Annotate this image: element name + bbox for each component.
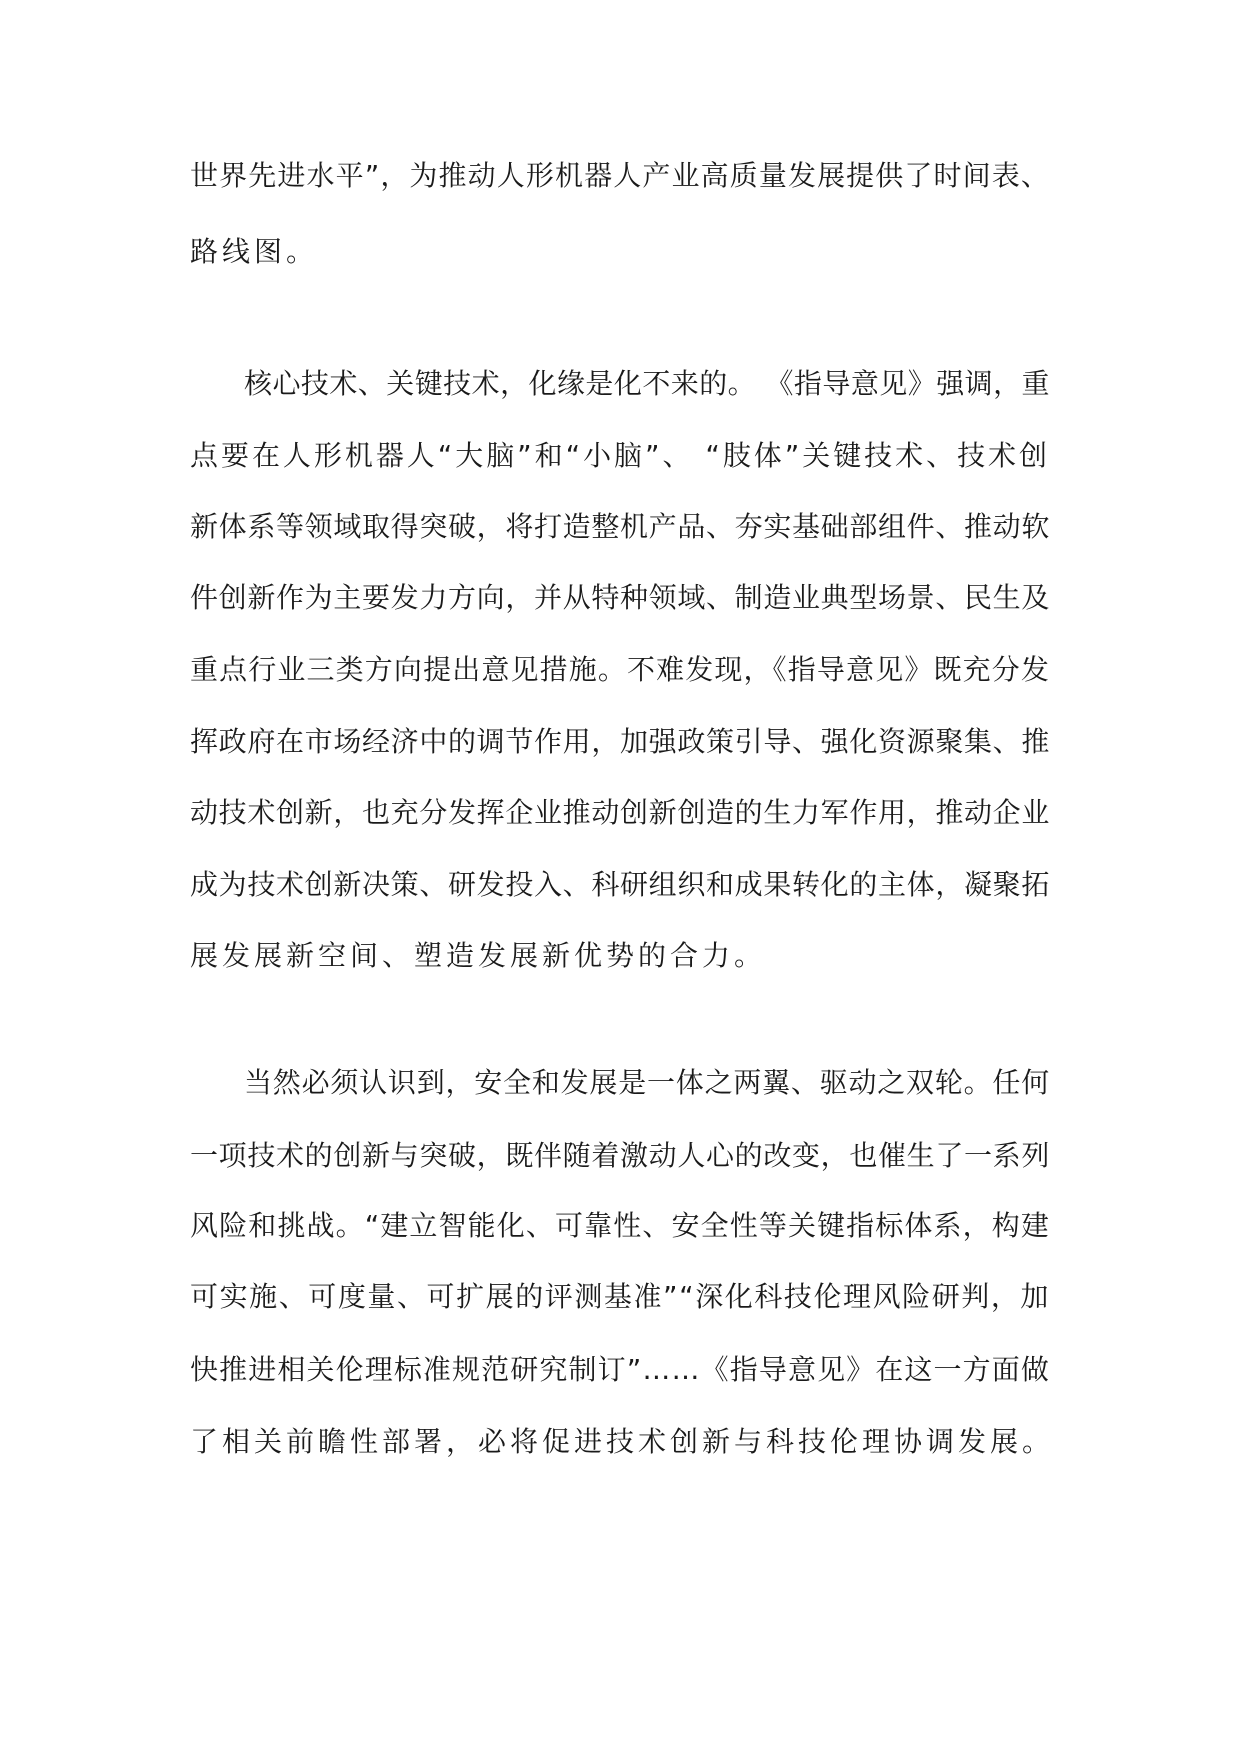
line-text: 件创新作为主要发力方向，并从特种领域、制造业典型场景、民生及 (190, 581, 1050, 614)
line-text: 世界先进水平”，为推动人形机器人产业高质量发展提供了时间表、 (190, 159, 1050, 192)
paragraph-1-line-1 (0, 156, 1240, 196)
paragraph-1-line-2 (0, 232, 1240, 272)
line-text: 路线图。 (190, 235, 319, 268)
line-text: 重点行业三类方向提出意见措施。不难发现，《指导意见》既充分发 (190, 653, 1050, 686)
line-text: 动技术创新，也充分发挥企业推动创新创造的生力军作用，推动企业 (190, 796, 1050, 829)
paragraph-3-line-5 (0, 1350, 1240, 1390)
paragraph-2-line-7 (0, 793, 1240, 833)
paragraph-3-line-3 (0, 1206, 1240, 1246)
paragraph-3-line-1 (0, 1063, 1240, 1103)
line-text: 快推进相关伦理标准规范研究制订”……《指导意见》在这一方面做 (190, 1353, 1050, 1386)
paragraph-3-line-2 (0, 1136, 1240, 1176)
line-text: 挥政府在市场经济中的调节作用，加强政策引导、强化资源聚集、推 (190, 725, 1050, 758)
paragraph-2-line-8 (0, 865, 1240, 905)
line-text: 新体系等领域取得突破，将打造整机产品、夯实基础部组件、推动软 (190, 510, 1050, 543)
paragraph-2-line-5 (0, 650, 1240, 690)
line-text: 可实施、可度量、可扩展的评测基准”“深化科技伦理风险研判，加 (190, 1280, 1050, 1313)
line-text: 了相关前瞻性部署，必将促进技术创新与科技伦理协调发展。 (190, 1425, 1055, 1458)
paragraph-2-line-1 (0, 364, 1240, 404)
line-text: 成为技术创新决策、研发投入、科研组织和成果转化的主体，凝聚拓 (190, 868, 1050, 901)
paragraph-2-line-4 (0, 578, 1240, 618)
line-text: 点要在人形机器人“大脑”和“小脑”、 “肢体”关键技术、技术创 (190, 439, 1050, 472)
paragraph-3-line-6 (0, 1422, 1240, 1462)
line-text: 展发展新空间、塑造发展新优势的合力。 (190, 939, 767, 972)
line-text: 风险和挑战。“建立智能化、可靠性、安全性等关键指标体系，构建 (190, 1209, 1050, 1242)
paragraph-2-line-3 (0, 507, 1240, 547)
paragraph-2-line-6 (0, 722, 1240, 762)
paragraph-2-line-9 (0, 936, 1240, 976)
paragraph-2-line-2 (0, 436, 1240, 476)
line-text: 一项技术的创新与突破，既伴随着激动人心的改变，也催生了一系列 (190, 1139, 1050, 1172)
paragraph-3-line-4 (0, 1277, 1240, 1317)
line-text: 当然必须认识到，安全和发展是一体之两翼、驱动之双轮。任何 (244, 1066, 1050, 1099)
line-text: 核心技术、关键技术，化缘是化不来的。 《指导意见》强调，重 (244, 367, 1050, 400)
